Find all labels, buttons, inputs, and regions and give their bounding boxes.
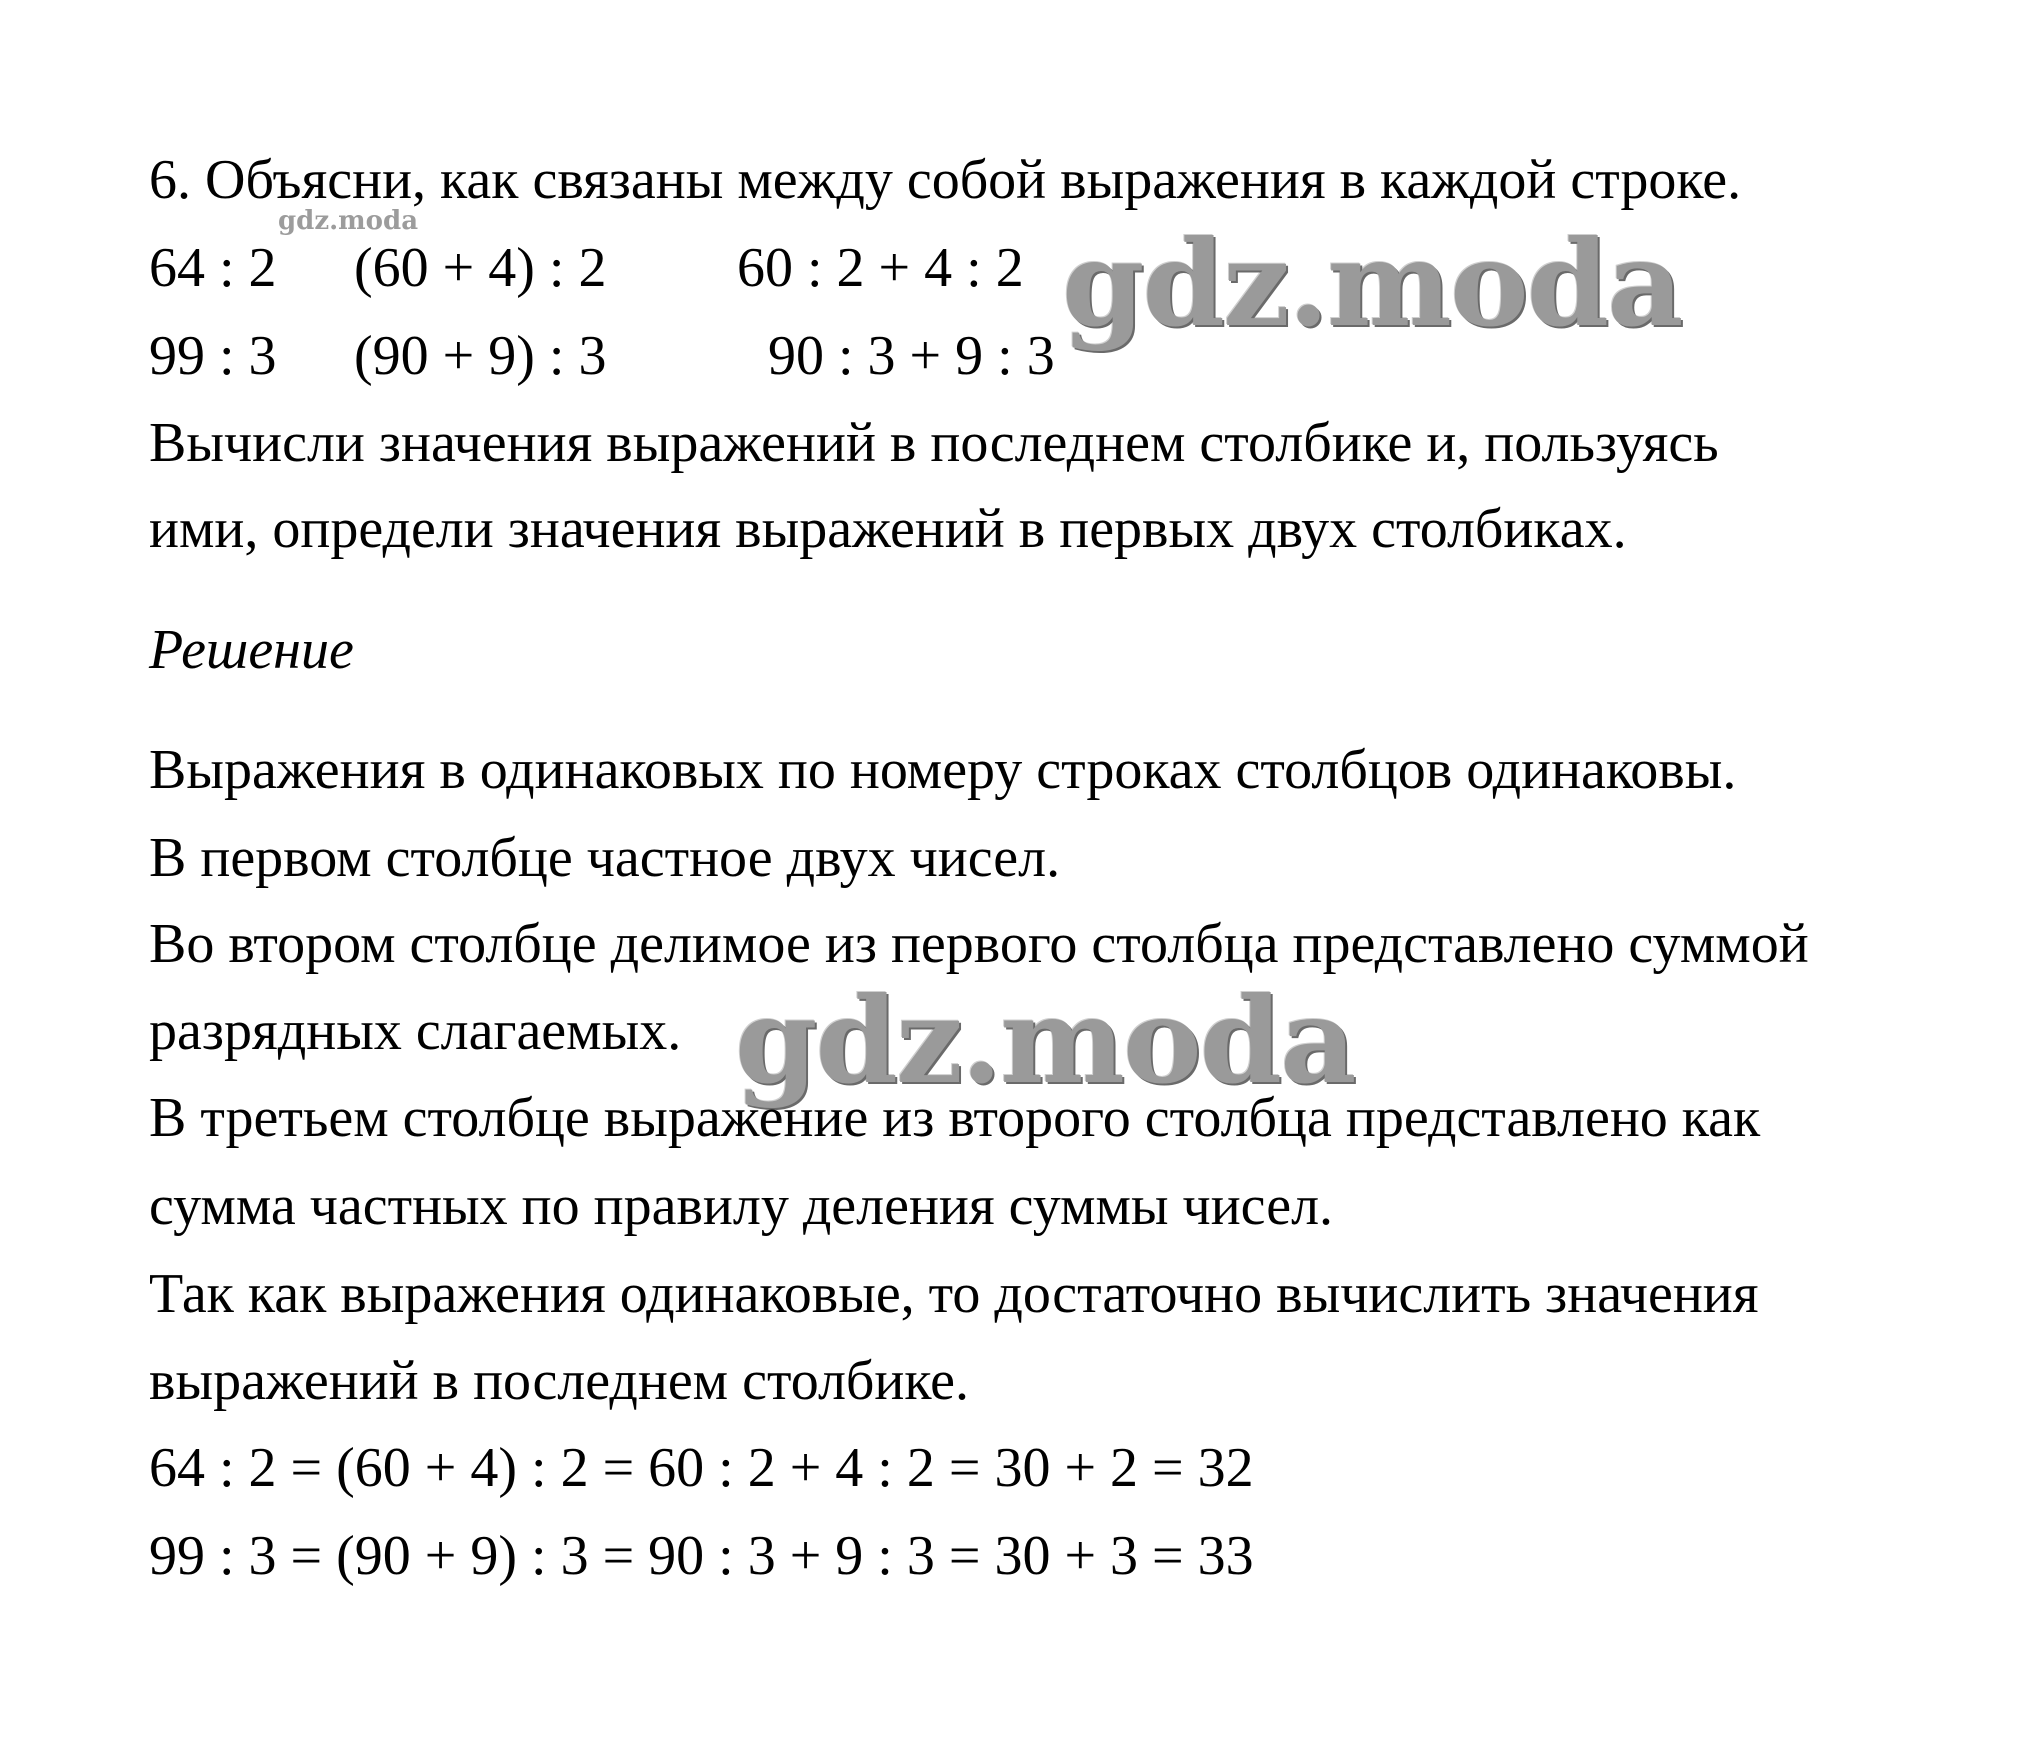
solution-heading: Решение (149, 619, 354, 681)
solution-line-8: выражений в последнем столбике. (149, 1350, 970, 1412)
calculation-line-1: 64 : 2 = (60 + 4) : 2 = 60 : 2 + 4 : 2 = 30 + 2 = 32 (149, 1437, 1254, 1499)
solution-line-5: В третьем столбце выражение из второго столбца представлено как (149, 1087, 1761, 1149)
solution-line-7: Так как выражения одинаковые, то достаточно вычислить значения (149, 1263, 1759, 1325)
task-title: 6. Объясни, как связаны между собой выражения в каждой строке. (149, 149, 1742, 211)
expr-row2-col1: 99 : 3 (149, 325, 277, 387)
solution-line-1: Выражения в одинаковых по номеру строках столбцов одинаковы. (149, 739, 1737, 801)
expr-row1-col3: 60 : 2 + 4 : 2 (737, 237, 1024, 299)
solution-line-4: разрядных слагаемых. (149, 1000, 682, 1062)
expr-row1-col1: 64 : 2 (149, 237, 277, 299)
watermark-large-1: gdz.moda (1062, 214, 1682, 353)
expr-row2-col2: (90 + 9) : 3 (354, 325, 607, 387)
solution-line-2: В первом столбце частное двух чисел. (149, 827, 1061, 889)
instruction-line-1: Вычисли значения выражений в последнем столбике и, пользуясь (149, 412, 1719, 474)
solution-line-3: Во втором столбце делимое из первого столбца представлено суммой (149, 913, 1809, 975)
expr-row1-col2: (60 + 4) : 2 (354, 237, 607, 299)
watermark-large-2: gdz.moda (735, 971, 1355, 1110)
calculation-line-2: 99 : 3 = (90 + 9) : 3 = 90 : 3 + 9 : 3 = 30 + 3 = 33 (149, 1525, 1254, 1587)
instruction-line-2: ими, определи значения выражений в первых двух столбиках. (149, 498, 1627, 560)
expr-row2-col3: 90 : 3 + 9 : 3 (768, 325, 1055, 387)
watermark-small: gdz.moda (278, 206, 419, 236)
solution-line-6: сумма частных по правилу деления суммы чисел. (149, 1175, 1334, 1237)
